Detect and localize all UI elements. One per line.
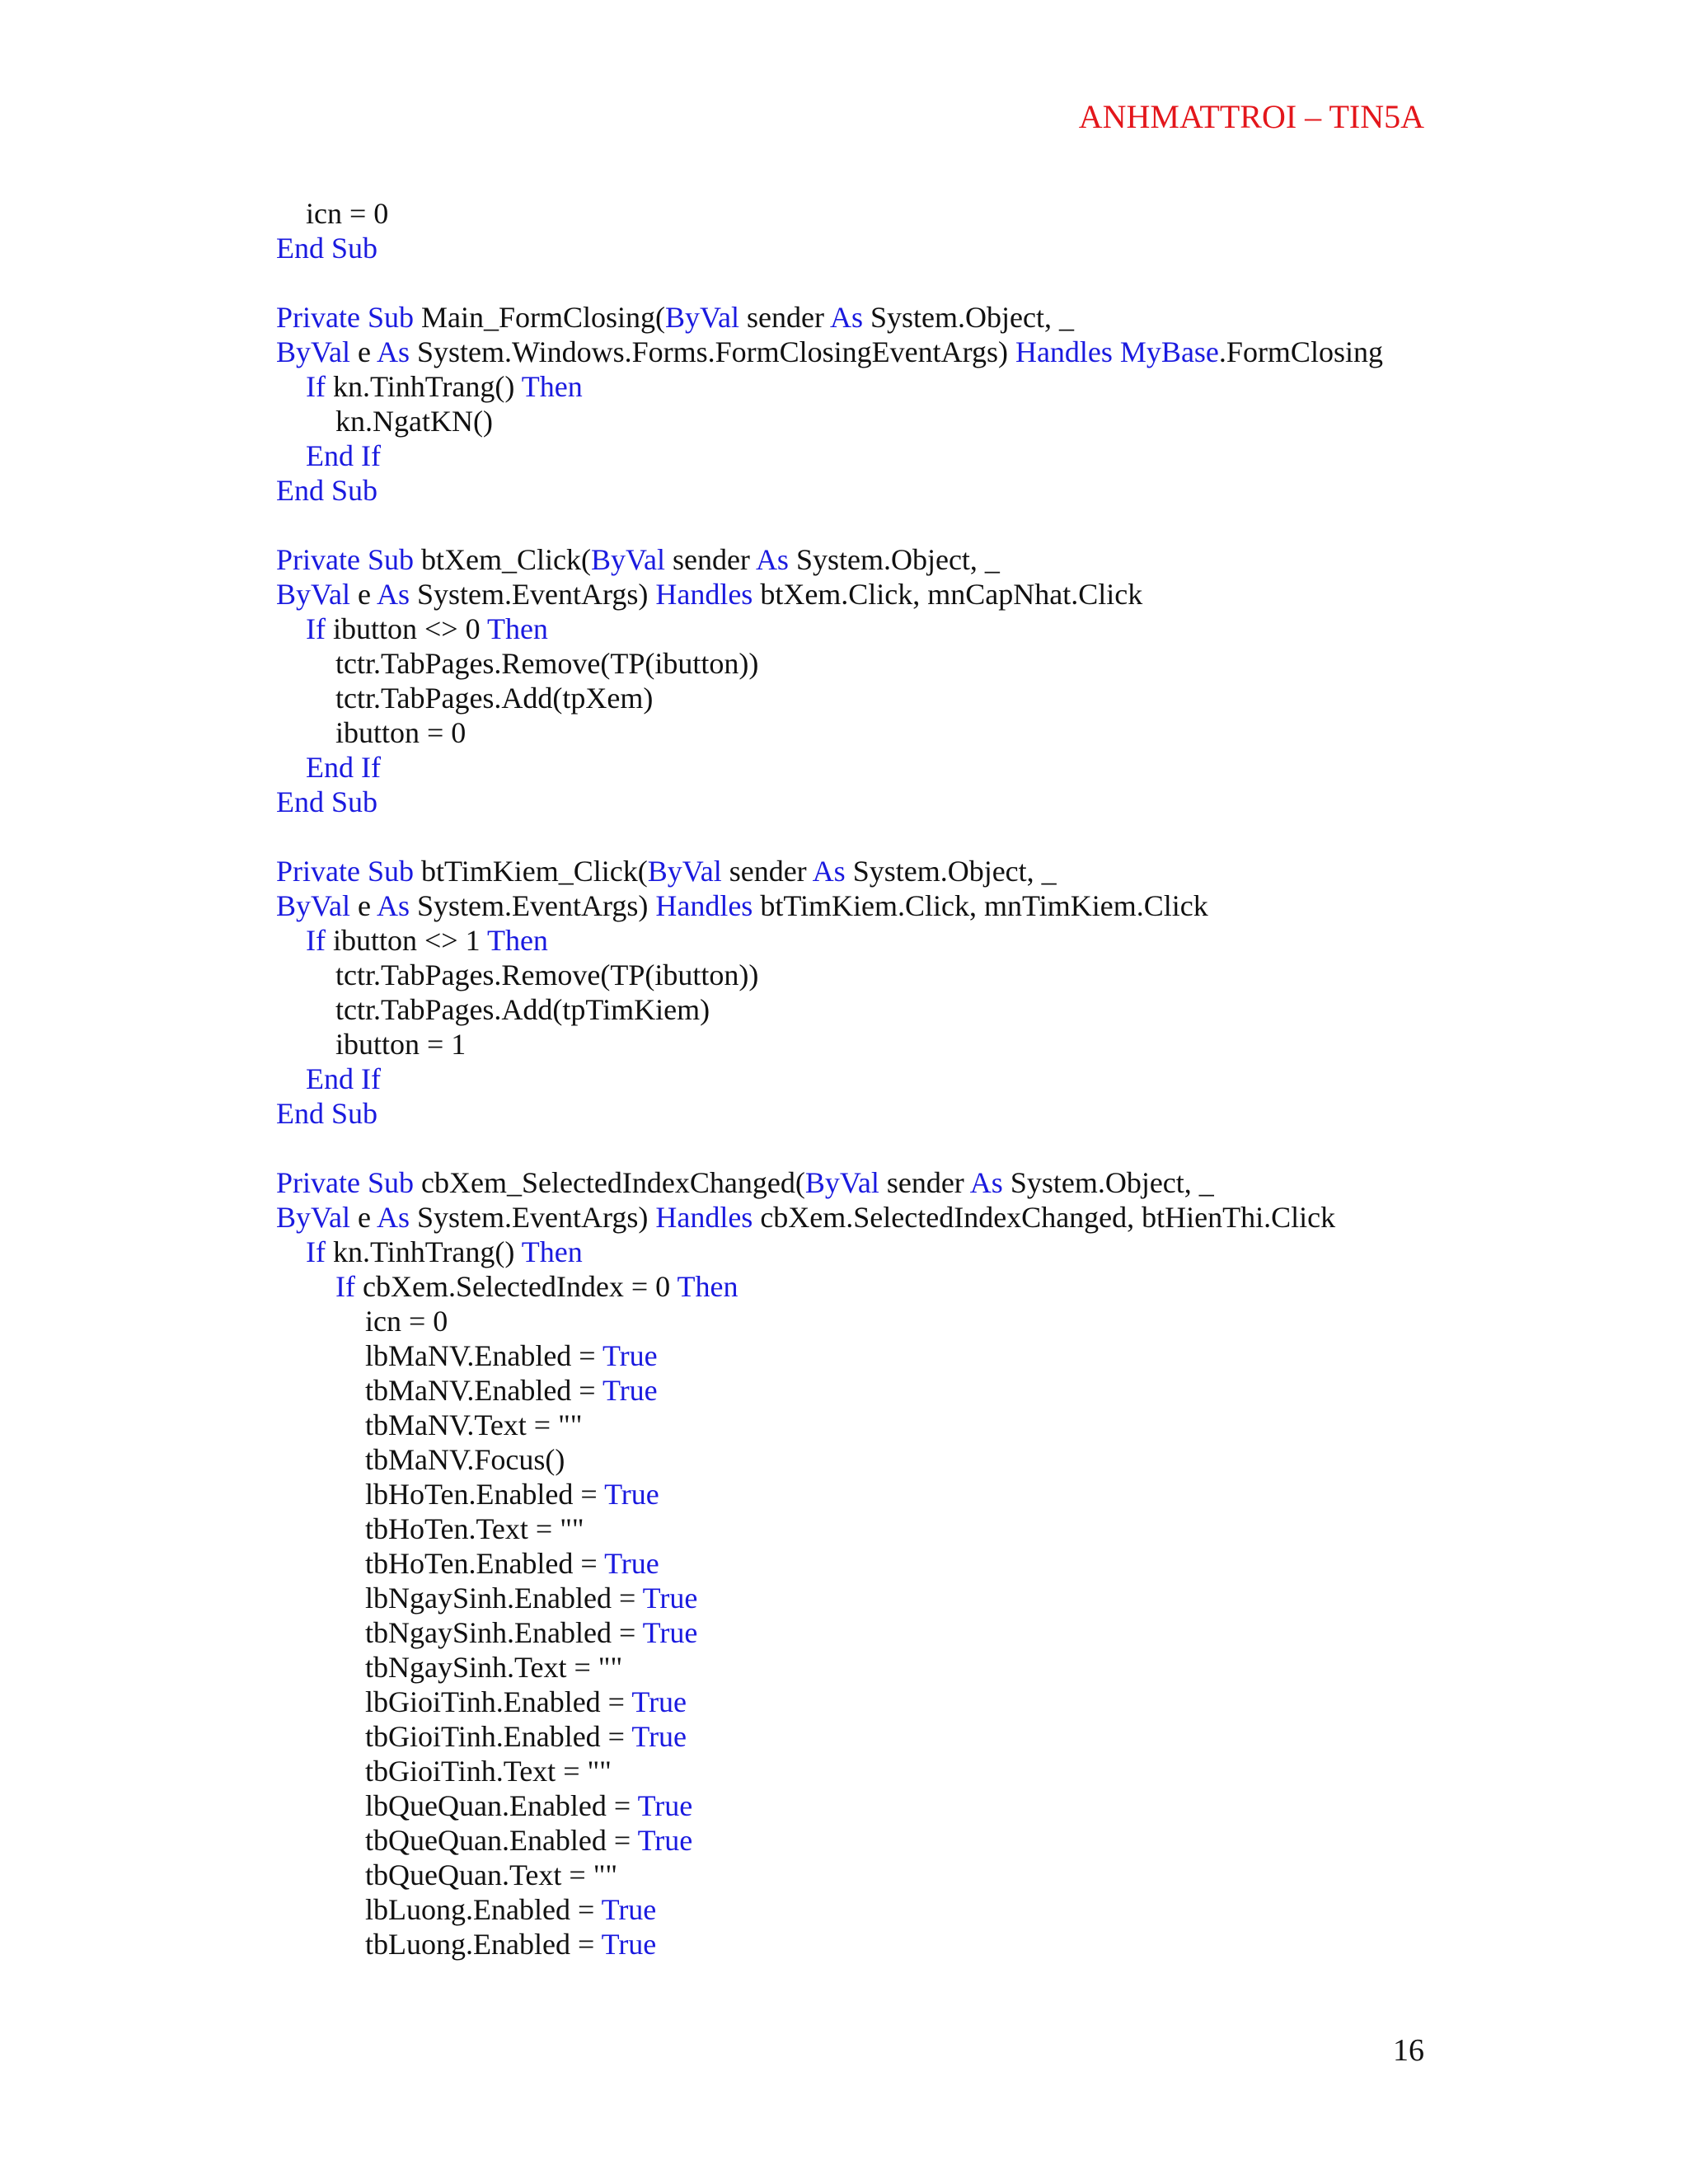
code-text: kn.TinhTrang() xyxy=(325,1235,522,1268)
code-text: System.Windows.Forms.FormClosingEventArgs) xyxy=(410,335,1015,368)
page-number: 16 xyxy=(1393,2033,1424,2068)
code-keyword: Private Sub xyxy=(276,301,414,334)
code-text: tbGioiTinh.Enabled = xyxy=(365,1720,632,1753)
code-keyword: True xyxy=(601,1893,657,1926)
code-keyword: MyBase xyxy=(1119,335,1219,368)
code-keyword: ByVal xyxy=(665,301,740,334)
code-keyword: ByVal xyxy=(276,889,350,922)
code-text: lbNgaySinh.Enabled = xyxy=(365,1582,643,1615)
code-line xyxy=(276,888,1661,923)
code-keyword: True xyxy=(637,1789,693,1822)
code-keyword: If xyxy=(335,1270,355,1303)
code-line xyxy=(276,785,1661,819)
code-line xyxy=(276,1546,1661,1581)
code-text: tbGioiTinh.Text = "" xyxy=(365,1755,612,1788)
code-text: System.EventArgs) xyxy=(410,889,656,922)
code-keyword: End If xyxy=(306,751,381,784)
code-keyword: End Sub xyxy=(276,1097,378,1130)
code-keyword: Handles xyxy=(655,578,753,611)
code-line xyxy=(276,923,1661,958)
code-text: kn.NgatKN() xyxy=(335,405,493,438)
code-text: tbQueQuan.Enabled = xyxy=(365,1824,638,1857)
code-text: System.Object, _ xyxy=(1002,1166,1214,1199)
blank-line xyxy=(276,1131,1661,1165)
code-text: lbGioiTinh.Enabled = xyxy=(365,1685,632,1718)
code-line xyxy=(276,1892,1661,1927)
code-text: System.Object, _ xyxy=(788,543,1000,576)
code-text: tbNgaySinh.Enabled = xyxy=(365,1616,643,1649)
code-line xyxy=(276,300,1661,335)
code-text: e xyxy=(350,335,377,368)
code-keyword: True xyxy=(631,1685,687,1718)
code-keyword: As xyxy=(377,1201,410,1234)
code-text: cbXem.SelectedIndexChanged, btHienThi.Click xyxy=(753,1201,1336,1234)
code-keyword: If xyxy=(306,370,326,403)
code-keyword: ByVal xyxy=(276,578,350,611)
code-keyword: If xyxy=(306,924,326,957)
code-line xyxy=(276,542,1661,577)
code-keyword: As xyxy=(812,855,846,888)
code-keyword: Private Sub xyxy=(276,543,414,576)
code-line xyxy=(276,715,1661,750)
code-keyword: Private Sub xyxy=(276,1166,414,1199)
code-line xyxy=(276,1269,1661,1304)
code-text: tctr.TabPages.Remove(TP(ibutton)) xyxy=(335,958,759,991)
code-line xyxy=(276,369,1661,404)
code-text: Main_FormClosing( xyxy=(414,301,666,334)
code-text: tctr.TabPages.Add(tpXem) xyxy=(335,682,654,715)
code-keyword: ByVal xyxy=(804,1166,879,1199)
code-line xyxy=(276,612,1661,646)
code-text: tctr.TabPages.Add(tpTimKiem) xyxy=(335,993,710,1026)
code-text: cbXem.SelectedIndex = 0 xyxy=(354,1270,678,1303)
code-line xyxy=(276,1373,1661,1408)
code-line xyxy=(276,1304,1661,1338)
code-text: e xyxy=(350,889,377,922)
code-text: tbHoTen.Enabled = xyxy=(365,1547,605,1580)
code-text: kn.TinhTrang() xyxy=(325,370,522,403)
code-keyword: As xyxy=(377,578,410,611)
code-keyword: ByVal xyxy=(276,335,350,368)
code-text: tbHoTen.Text = "" xyxy=(365,1512,584,1545)
code-keyword: As xyxy=(377,335,410,368)
code-text: icn = 0 xyxy=(306,197,389,230)
code-line xyxy=(276,1788,1661,1823)
code-keyword: As xyxy=(377,889,410,922)
code-text: System.Object, _ xyxy=(863,301,1074,334)
code-line xyxy=(276,1235,1661,1269)
code-text: sender xyxy=(721,855,813,888)
code-keyword: If xyxy=(306,1235,326,1268)
code-line xyxy=(276,1027,1661,1062)
code-line xyxy=(276,750,1661,785)
code-keyword: True xyxy=(637,1824,693,1857)
code-text: System.EventArgs) xyxy=(410,578,656,611)
code-text: ibutton = 1 xyxy=(335,1028,467,1061)
code-line xyxy=(276,1719,1661,1754)
code-text: ibutton <> 0 xyxy=(325,612,487,645)
code-text: e xyxy=(350,1201,377,1234)
code-line xyxy=(276,958,1661,992)
code-keyword: Handles xyxy=(655,1201,753,1234)
code-line xyxy=(276,1096,1661,1131)
code-text: tbNgaySinh.Text = "" xyxy=(365,1651,623,1684)
code-keyword: Then xyxy=(486,924,548,957)
code-keyword: Then xyxy=(486,612,548,645)
code-text xyxy=(1113,335,1120,368)
code-line xyxy=(276,1442,1661,1477)
blank-line xyxy=(276,508,1661,542)
blank-line xyxy=(276,265,1661,300)
code-line xyxy=(276,577,1661,612)
code-text: btTimKiem_Click( xyxy=(414,855,648,888)
code-text: cbXem_SelectedIndexChanged( xyxy=(414,1166,805,1199)
code-text: ibutton = 0 xyxy=(335,716,467,749)
code-keyword: End If xyxy=(306,439,381,472)
code-text: System.Object, _ xyxy=(845,855,1057,888)
code-line xyxy=(276,1823,1661,1858)
blank-line xyxy=(276,819,1661,854)
code-text: tbLuong.Enabled = xyxy=(365,1928,602,1961)
code-keyword: As xyxy=(829,301,863,334)
code-text: btTimKiem.Click, mnTimKiem.Click xyxy=(753,889,1208,922)
code-keyword: True xyxy=(642,1582,698,1615)
code-keyword: End Sub xyxy=(276,232,378,265)
code-line xyxy=(276,1615,1661,1650)
code-text: lbQueQuan.Enabled = xyxy=(365,1789,638,1822)
code-text: tbMaNV.Focus() xyxy=(365,1443,565,1476)
code-line xyxy=(276,1165,1661,1200)
code-keyword: True xyxy=(604,1478,659,1511)
code-line xyxy=(276,854,1661,888)
code-keyword: Private Sub xyxy=(276,855,414,888)
code-line xyxy=(276,1200,1661,1235)
code-text: sender xyxy=(879,1166,970,1199)
code-text: sender xyxy=(739,301,830,334)
code-keyword: Then xyxy=(521,1235,583,1268)
code-keyword: As xyxy=(755,543,789,576)
code-text: tctr.TabPages.Remove(TP(ibutton)) xyxy=(335,647,759,680)
code-text: tbMaNV.Enabled = xyxy=(365,1374,603,1407)
code-keyword: ByVal xyxy=(590,543,665,576)
code-keyword: ByVal xyxy=(276,1201,350,1234)
code-keyword: True xyxy=(601,1928,657,1961)
code-line xyxy=(276,1408,1661,1442)
code-line xyxy=(276,473,1661,508)
code-keyword: True xyxy=(631,1720,687,1753)
code-line xyxy=(276,1927,1661,1961)
code-line xyxy=(276,438,1661,473)
code-keyword: Then xyxy=(677,1270,738,1303)
code-keyword: Handles xyxy=(655,889,753,922)
code-text: lbHoTen.Enabled = xyxy=(365,1478,605,1511)
code-keyword: True xyxy=(602,1339,658,1372)
code-line xyxy=(276,1338,1661,1373)
code-keyword: If xyxy=(306,612,326,645)
code-text: icn = 0 xyxy=(365,1305,448,1338)
code-text: .FormClosing xyxy=(1218,335,1383,368)
code-keyword: End Sub xyxy=(276,474,378,507)
code-line xyxy=(276,1858,1661,1892)
code-line xyxy=(276,196,1661,231)
code-line xyxy=(276,335,1661,369)
code-text: lbMaNV.Enabled = xyxy=(365,1339,603,1372)
code-keyword: True xyxy=(602,1374,658,1407)
code-line xyxy=(276,646,1661,681)
code-text: e xyxy=(350,578,377,611)
code-line xyxy=(276,681,1661,715)
code-line xyxy=(276,1511,1661,1546)
code-keyword: Handles xyxy=(1015,335,1113,368)
code-line xyxy=(276,1062,1661,1096)
code-keyword: True xyxy=(604,1547,659,1580)
code-line xyxy=(276,1685,1661,1719)
code-text: ibutton <> 1 xyxy=(325,924,487,957)
code-keyword: End If xyxy=(306,1062,381,1095)
code-text: lbLuong.Enabled = xyxy=(365,1893,602,1926)
code-keyword: ByVal xyxy=(647,855,722,888)
code-text: sender xyxy=(664,543,756,576)
code-keyword: As xyxy=(969,1166,1003,1199)
code-keyword: True xyxy=(642,1616,698,1649)
code-text: tbQueQuan.Text = "" xyxy=(365,1858,618,1891)
code-line xyxy=(276,1477,1661,1511)
code-line xyxy=(276,1650,1661,1685)
code-line xyxy=(276,992,1661,1027)
code-keyword: End Sub xyxy=(276,785,378,818)
code-line xyxy=(276,404,1661,438)
code-text: btXem.Click, mnCapNhat.Click xyxy=(753,578,1143,611)
code-line xyxy=(276,1581,1661,1615)
code-line xyxy=(276,231,1661,265)
page-header: ANHMATTROI – TIN5A xyxy=(1078,98,1424,135)
code-text: System.EventArgs) xyxy=(410,1201,656,1234)
code-text: btXem_Click( xyxy=(414,543,591,576)
code-text: tbMaNV.Text = "" xyxy=(365,1408,583,1441)
code-line xyxy=(276,1754,1661,1788)
code-keyword: Then xyxy=(521,370,583,403)
code-listing xyxy=(276,196,1661,1961)
